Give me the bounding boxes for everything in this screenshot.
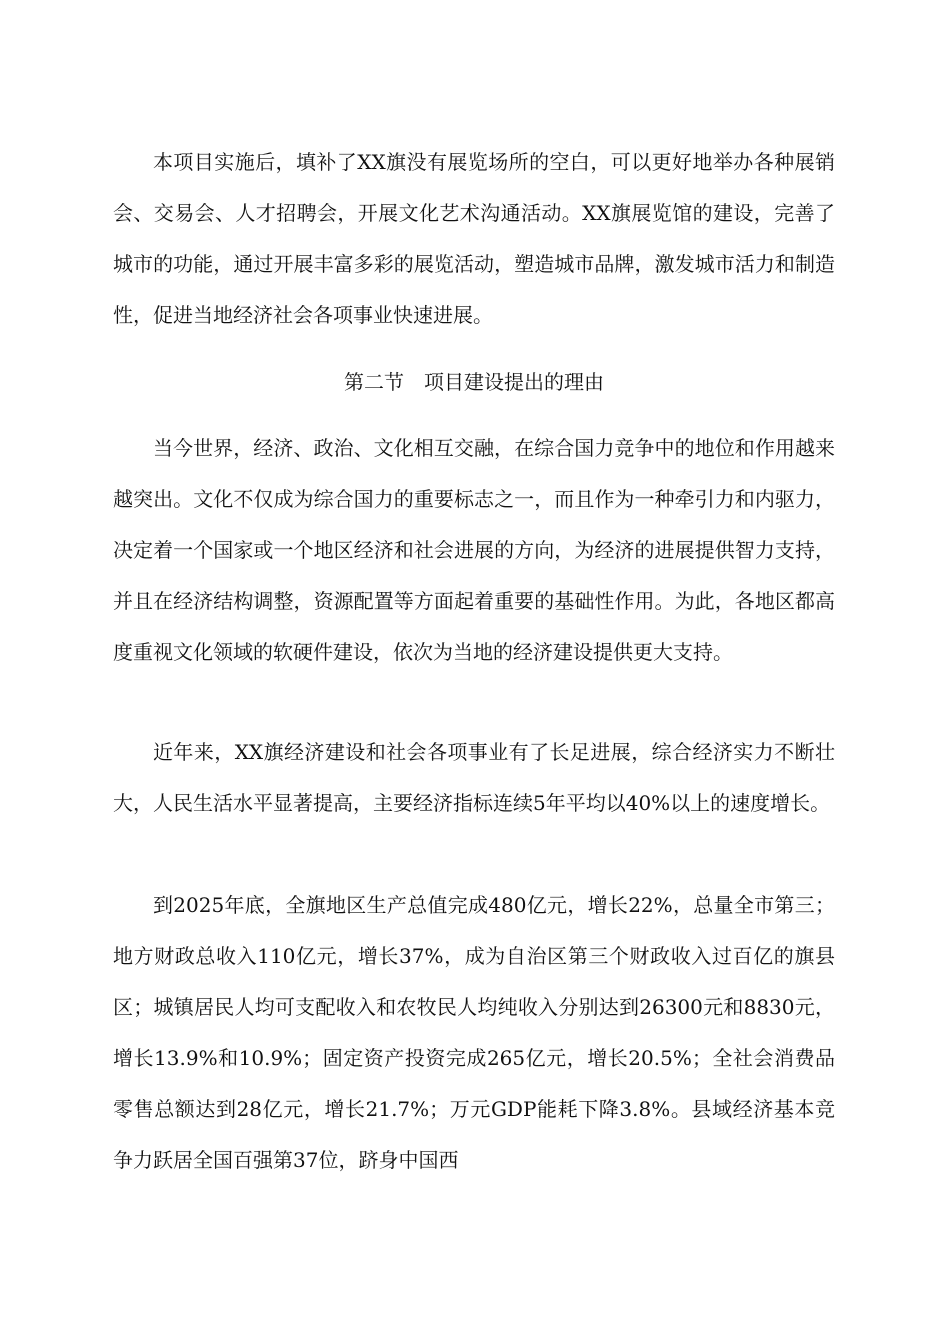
paragraph-culture-importance: 当今世界，经济、政治、文化相互交融，在综合国力竞争中的地位和作用越来越突出。文化不仅成为综合国力的重要标志之一，而且作为一种牵引力和内驱力，决定着一个国家或一个地区经济和社会进展的方向，为经济的进展提供智力支持，并且在经济结构调整，资源配置等方面起着重要的基础性作用。为此，各地区都高度重视文化领域的软硬件建设，依次为当地的经济建设提供更大支持。 [113,436,835,664]
paragraph-recent-development: 近年来，XX旗经济建设和社会各项事业有了长足进展，综合经济实力不断壮大，人民生活水平显著提高，主要经济指标连续5年平均以40%以上的速度增长。 [113,740,835,815]
section-heading: 第二节 项目建设提出的理由 [344,370,604,394]
paragraph-economic-statistics: 到2025年底，全旗地区生产总值完成480亿元，增长22%，总量全市第三；地方财政总收入110亿元，增长37%，成为自治区第三个财政收入过百亿的旗县区；城镇居民人均可支配收入和农牧民人均纯收入分别达到26300元和8830元，增长13.9%和10.9%；固定资产投资完成265亿元，增长20.5%；全社会消费品零售总额达到28亿元，增长21.7%；万元GDP能耗下降3.8%。县域经济基本竞争力跃居全国百强第37位，跻身中国西 [113,893,835,1172]
paragraph-project-impact: 本项目实施后，填补了XX旗没有展览场所的空白，可以更好地举办各种展销会、交易会、人才招聘会，开展文化艺术沟通活动。XX旗展览馆的建设，完善了城市的功能，通过开展丰富多彩的展览活动，塑造城市品牌，激发城市活力和制造性，促进当地经济社会各项事业快速进展。 [113,150,835,327]
